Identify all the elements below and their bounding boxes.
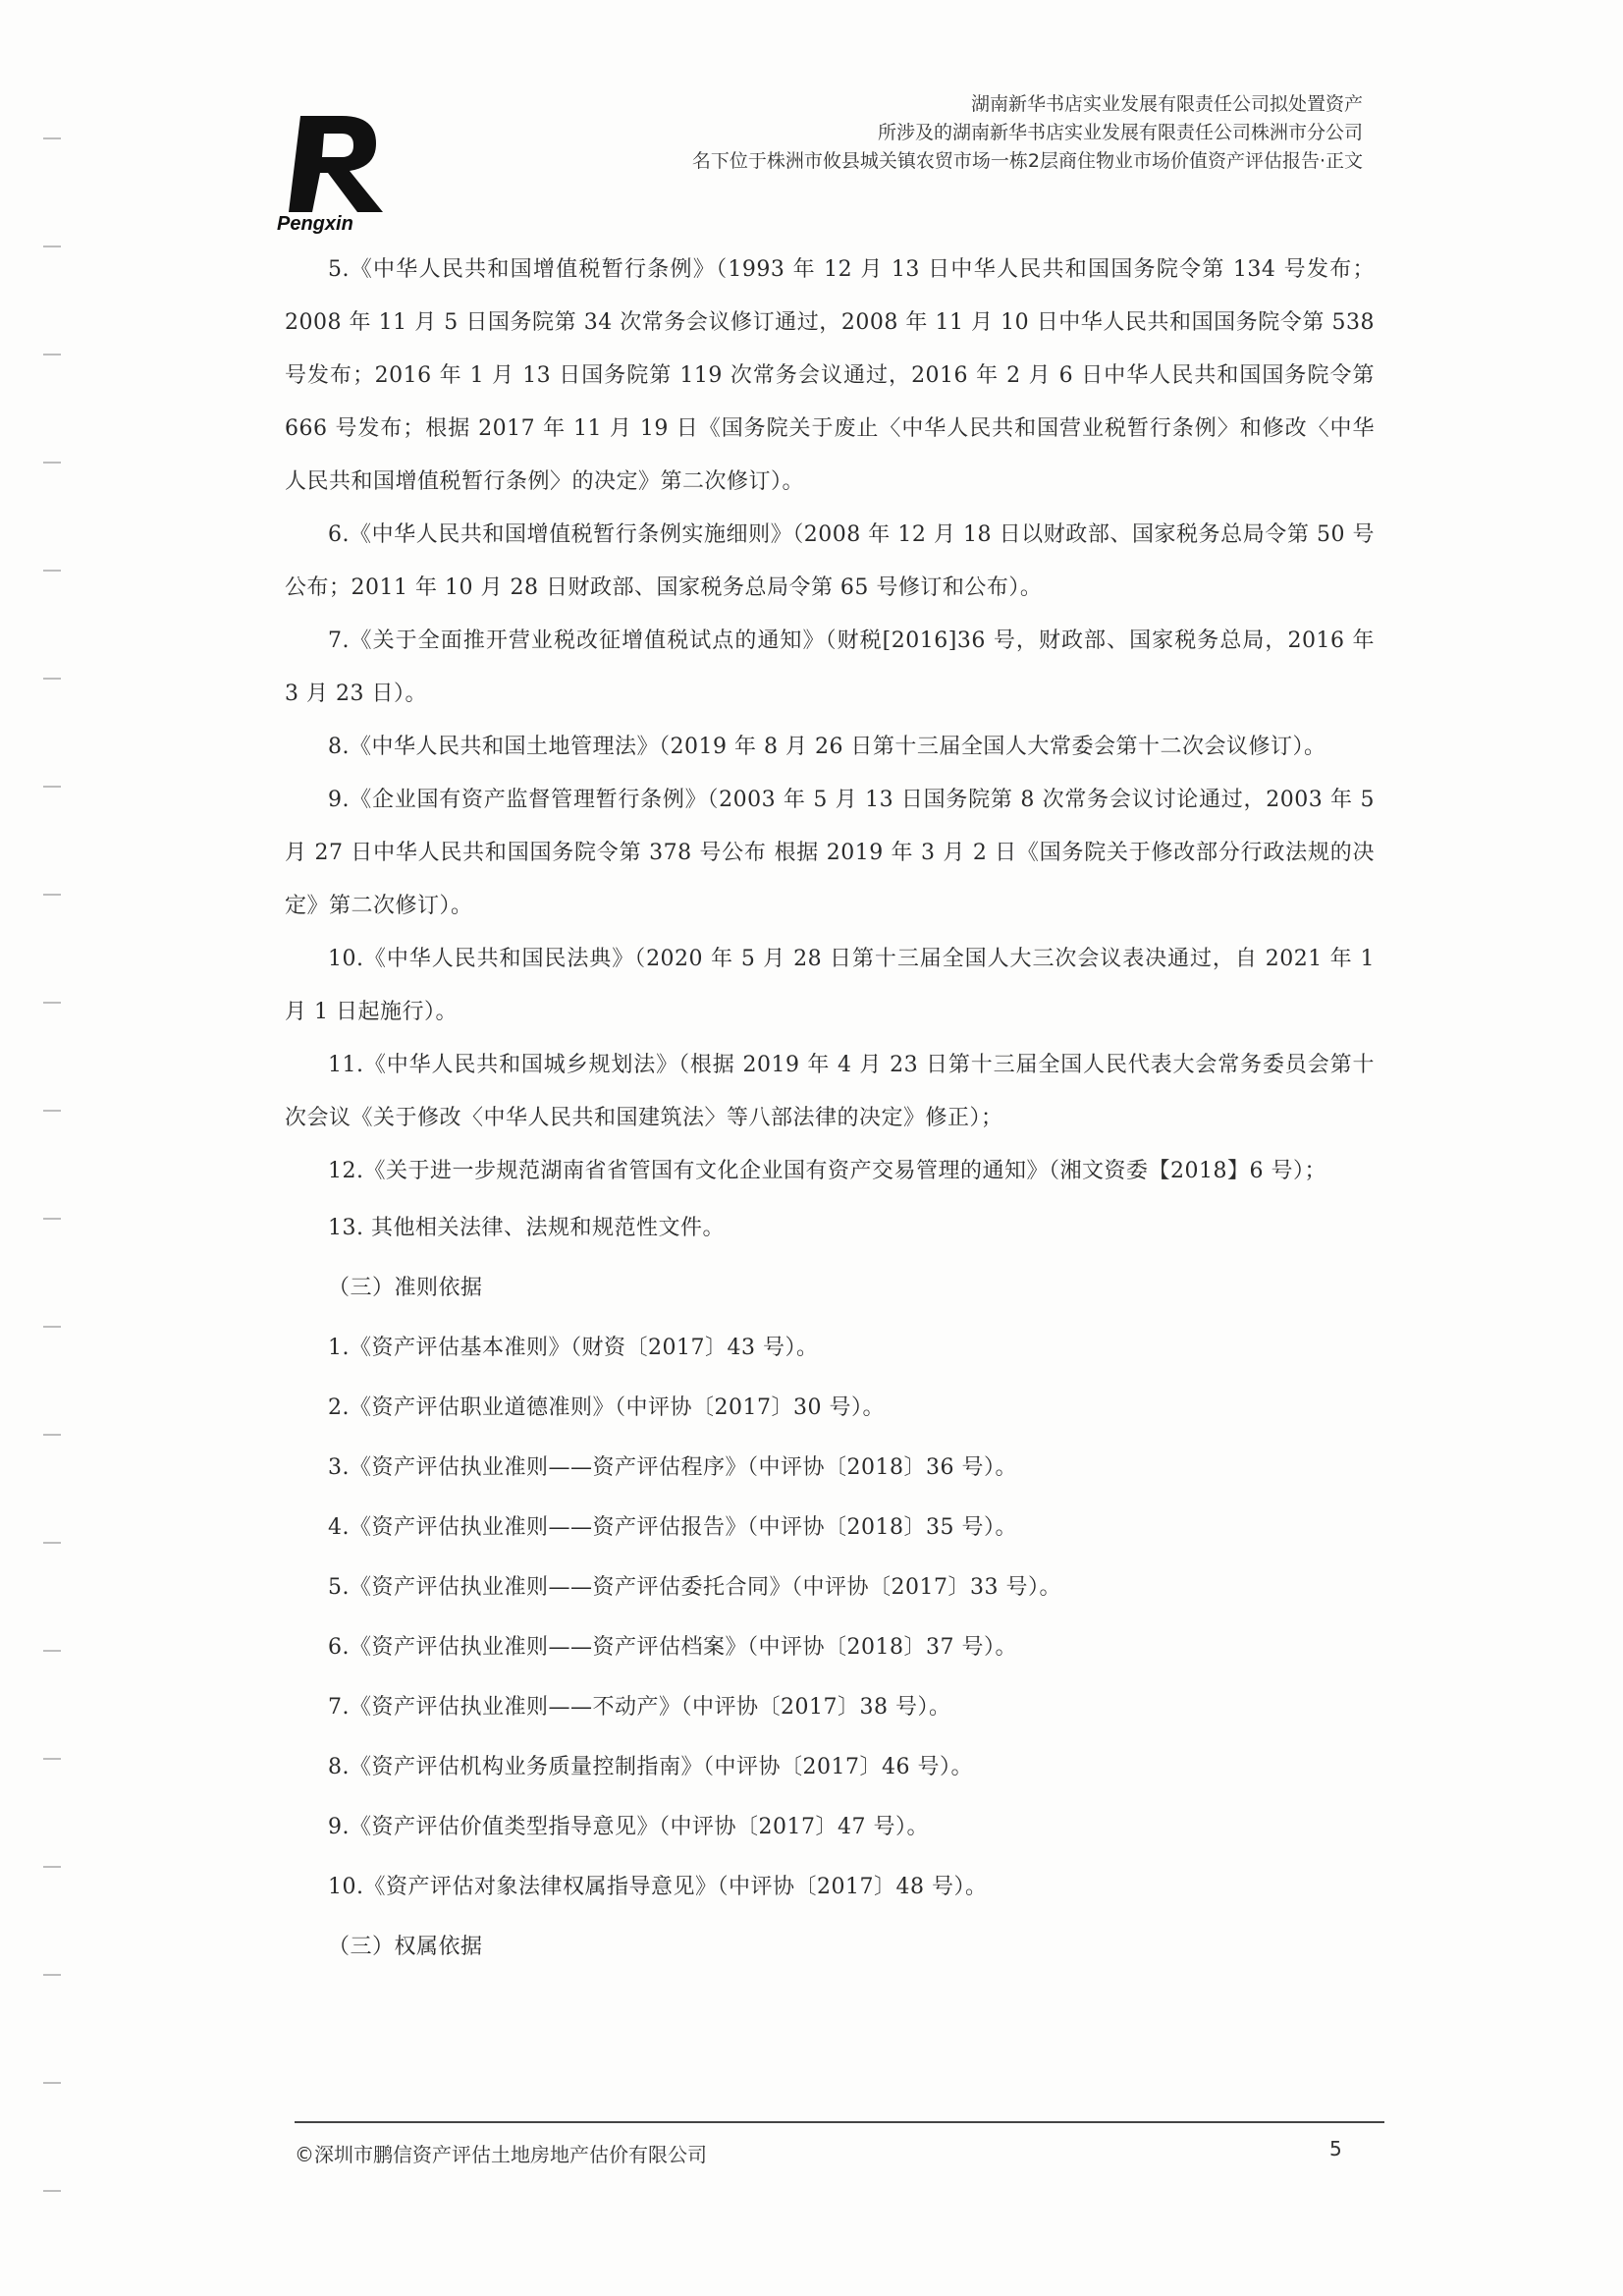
law-item-8: 8.《中华人民共和国土地管理法》（2019 年 8 月 26 日第十三届全国人大常委会第十二次会议修订）。	[328, 735, 1326, 759]
standard-item-3: 3.《资产评估执业准则——资产评估程序》（中评协〔2018〕36 号）。	[328, 1455, 1017, 1480]
header-line-2: 所涉及的湖南新华书店实业发展有限责任公司株洲市分公司	[877, 122, 1363, 143]
standard-item-6: 6.《资产评估执业准则——资产评估档案》（中评协〔2018〕37 号）。	[328, 1635, 1017, 1660]
law-item-5: 5.《中华人民共和国增值税暂行条例》（1993 年 12 月 13 日中华人民共和国国务院令第 134 号发布；2008 年 11 月 5 日国务院第 34 次常务会议修订通过，2008 年 11 月 10 日中华人民共和国国务院令第 538 号发布；2016 年 1 月 13 日国务院第 119 次常务会议通过，2016 年 2 月 6 日中华人民共和国国务院令第 666 号发布；根据 2017 年 11 月 19 日《国务院关于废止〈中华人民共和国营业税暂行条例〉和修改〈中华人民共和国增值税暂行条例〉的决定》第二次修订）。	[285, 257, 1375, 494]
header-title	[692, 90, 1363, 176]
standard-item-1: 1.《资产评估基本准则》（财资〔2017〕43 号）。	[328, 1336, 819, 1360]
law-item-9: 9.《企业国有资产监督管理暂行条例》（2003 年 5 月 13 日国务院第 8 次常务会议讨论通过，2003 年 5 月 27 日中华人民共和国国务院令第 378 号公布 根据 2019 年 3 月 2 日《国务院关于修改部分行政法规的决定》第二次修订）。	[285, 788, 1375, 918]
page-header	[273, 90, 1363, 247]
standard-item-8: 8.《资产评估机构业务质量控制指南》（中评协〔2017〕46 号）。	[328, 1755, 973, 1779]
law-item-12: 12.《关于进一步规范湖南省省管国有文化企业国有资产交易管理的通知》（湘文资委【2018】6 号）；	[328, 1159, 1326, 1183]
standard-item-5: 5.《资产评估执业准则——资产评估委托合同》（中评协〔2017〕33 号）。	[328, 1575, 1061, 1600]
section-heading-standards: （三）准则依据	[328, 1276, 483, 1300]
footer-company: ©深圳市鹏信资产评估土地房地产估价有限公司	[295, 2143, 707, 2166]
section-heading-ownership: （三）权属依据	[328, 1935, 483, 1959]
law-item-6: 6.《中华人民共和国增值税暂行条例实施细则》（2008 年 12 月 18 日以财政部、国家税务总局令第 50 号公布；2011 年 10 月 28 日财政部、国家税务总局令第 65 号修订和公布）。	[285, 522, 1375, 600]
law-item-13: 13. 其他相关法律、法规和规范性文件。	[328, 1216, 725, 1240]
logo-text: Pengxin	[277, 213, 353, 234]
standard-item-9: 9.《资产评估价值类型指导意见》（中评协〔2017〕47 号）。	[328, 1815, 929, 1839]
header-line-1: 湖南新华书店实业发展有限责任公司拟处置资产	[970, 93, 1363, 115]
binder-hole-marks	[0, 0, 69, 2296]
report-body	[285, 244, 1375, 1977]
standard-item-10: 10.《资产评估对象法律权属指导意见》（中评协〔2017〕48 号）。	[328, 1875, 988, 1899]
standard-item-4: 4.《资产评估执业准则——资产评估报告》（中评协〔2018〕35 号）。	[328, 1515, 1017, 1540]
standard-item-2: 2.《资产评估职业道德准则》（中评协〔2017〕30 号）。	[328, 1395, 885, 1420]
footer-divider	[295, 2121, 1384, 2123]
standard-item-7: 7.《资产评估执业准则——不动产》（中评协〔2017〕38 号）。	[328, 1695, 951, 1720]
law-item-11: 11.《中华人民共和国城乡规划法》（根据 2019 年 4 月 23 日第十三届全国人民代表大会常务委员会第十次会议《关于修改〈中华人民共和国建筑法〉等八部法律的决定》修正）；	[285, 1053, 1375, 1130]
law-item-10: 10.《中华人民共和国民法典》（2020 年 5 月 28 日第十三届全国人大三次会议表决通过，自 2021 年 1 月 1 日起施行）。	[285, 947, 1375, 1024]
header-line-3: 名下位于株洲市攸县城关镇农贸市场一栋2层商住物业市场价值资产评估报告·正文	[691, 150, 1363, 172]
page-number: 5	[1329, 2137, 1342, 2160]
law-item-7: 7.《关于全面推开营业税改征增值税试点的通知》（财税[2016]36 号，财政部、国家税务总局，2016 年 3 月 23 日）。	[285, 629, 1375, 706]
pengxin-logo-icon	[273, 106, 401, 234]
